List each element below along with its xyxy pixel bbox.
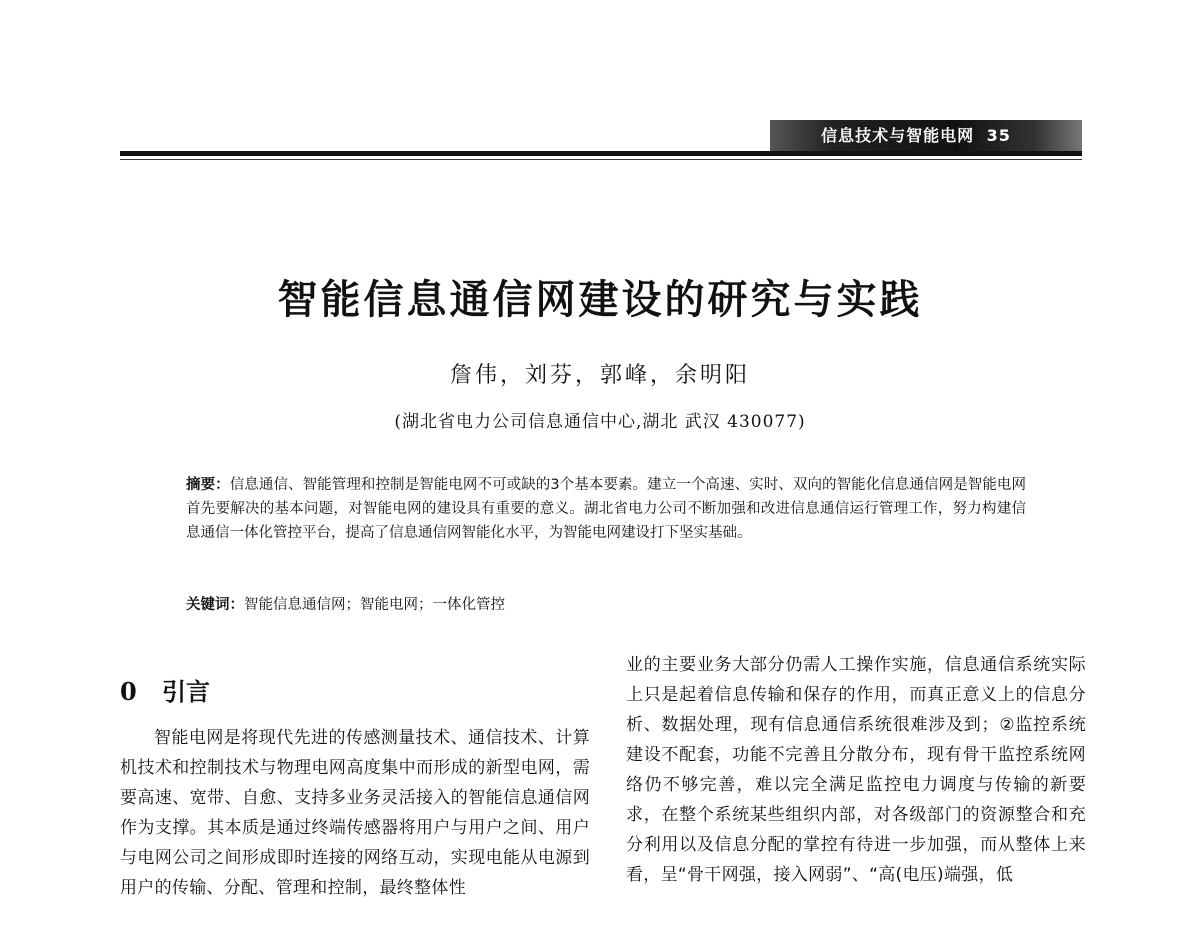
page-number: 35 — [986, 126, 1011, 145]
body-column-left — [120, 723, 590, 903]
body-paragraph: 智能电网是将现代先进的传感测量技术、通信技术、计算机技术和控制技术与物理电网高度集中而形成的新型电网，需要高速、宽带、自愈、支持多业务灵活接入的智能信息通信网作为支撑。其本质是通过终端传感器将用户与用户之间、用户与电网公司之间形成即时连接的网络互动，实现电能从电源到用户的传输、分配、管理和控制，最终整体性 — [120, 728, 590, 898]
abstract-label: 摘要： — [186, 477, 230, 493]
abstract-text: 信息通信、智能管理和控制是智能电网不可或缺的3个基本要素。建立一个高速、实时、双向的智能化信息通信网是智能电网首先要解决的基本问题，对智能电网的建设具有重要的意义。湖北省电力公司不断加强和改进信息通信运行管理工作，努力构建信息通信一体化管控平台，提高了信息通信网智能化水平，为智能电网建设打下坚实基础。 — [186, 477, 1026, 541]
abstract — [186, 473, 1026, 545]
paper-title: 智能信息通信网建设的研究与实践 — [277, 276, 923, 323]
section-number: 0 — [120, 677, 137, 706]
author-list: 詹伟，刘芬，郭峰，余明阳 — [449, 363, 750, 388]
header-rule-thick — [120, 151, 1082, 156]
keywords-label: 关键词： — [186, 597, 244, 613]
section-title: 引言 — [162, 677, 210, 706]
body-column-right — [626, 650, 1086, 890]
keywords-text: 智能信息通信网；智能电网；一体化管控 — [244, 597, 505, 613]
journal-section-label: 信息技术与智能电网 — [821, 126, 975, 145]
body-paragraph: 业的主要业务大部分仍需人工操作实施，信息通信系统实际上只是起着信息传输和保存的作用，而真正意义上的信息分析、数据处理，现有信息通信系统很难涉及到；②监控系统建设不配套，功能不完善且分散分布，现有骨干监控系统网络仍不够完善，难以完全满足监控电力调度与传输的新要求，在整个系统某些组织内部，对各级部门的资源整合和充分利用以及信息分配的掌控有待进一步加强，而从整体上来看，呈“骨干网强，接入网弱”、“高(电压)端强，低 — [626, 655, 1086, 885]
section-heading — [120, 672, 210, 707]
journal-section-banner — [770, 120, 1082, 151]
keywords — [186, 593, 1026, 617]
affiliation: (湖北省电力公司信息通信中心,湖北 武汉 430077) — [394, 412, 806, 432]
header-rule-thin — [120, 159, 1082, 160]
